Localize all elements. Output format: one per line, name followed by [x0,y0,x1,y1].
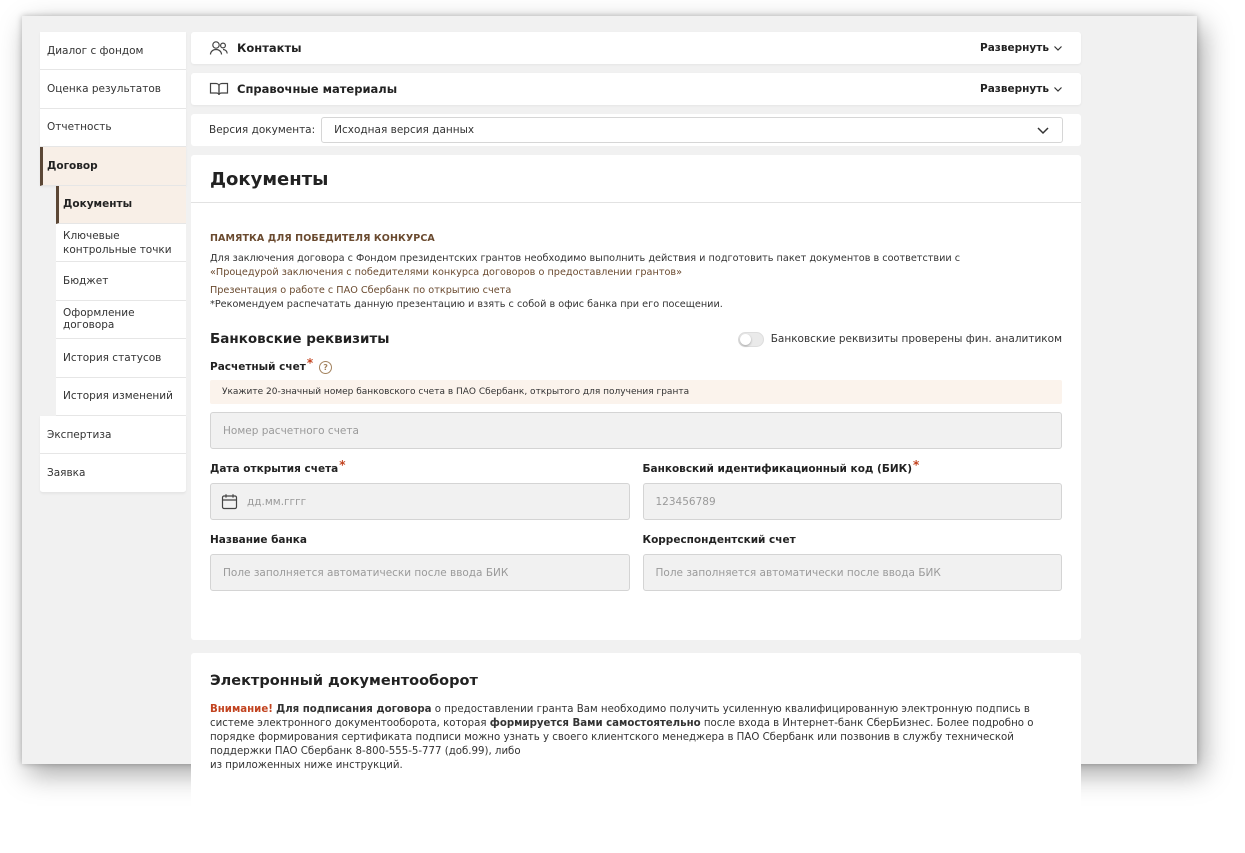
documents-body [191,203,1081,591]
sidebar-item-application[interactable] [40,454,186,492]
references-expand-button[interactable] [980,83,1063,95]
sidebar-item-reporting[interactable] [40,109,186,147]
app-window [22,16,1197,771]
chevron-down-icon [1053,44,1063,52]
sidebar-subitem-change-history[interactable] [56,378,186,416]
bank-name-label: Название банка [210,534,307,546]
edo-text [210,703,1062,773]
account-input[interactable] [210,412,1062,449]
sidebar-item-label: Отчетность [47,121,112,134]
sidebar-subitem-contract-setup[interactable] [56,301,186,339]
chevron-down-icon [1036,125,1050,135]
sidebar [40,32,186,493]
account-hint: Укажите 20-значный номер банковского счета в ПАО Сбербанк, открытого для получения гранта [210,380,1062,404]
bank-name-field [210,532,630,591]
contacts-accordion [191,32,1081,64]
edo-title: Электронный документооборот [210,673,478,689]
sidebar-item-label: Бюджет [63,275,109,288]
memo-title: ПАМЯТКА ДЛЯ ПОБЕДИТЕЛЯ КОНКУРСА [210,233,435,244]
chevron-down-icon [1053,85,1063,93]
edo-bold-1: Для подписания договора [276,704,432,715]
edo-text-1: о предоставлении гранта Вам необходимо получить усиленную квалифицированную электронную подпись в системе электронного документооборота, которая [210,704,1030,729]
bik-field [642,458,1063,520]
sidebar-subitem-checkpoints[interactable] [56,224,186,262]
sidebar-item-label: Документы [63,198,133,211]
sidebar-item-results[interactable] [40,70,186,108]
version-label: Версия документа: [209,124,316,136]
sidebar-item-expertise[interactable] [40,416,186,454]
memo-text: Для заключения договора с Фондом президентских грантов необходимо выполнить действия и подготовить пакет документов в соответствии с [210,253,961,264]
sidebar-item-label: Экспертиза [47,428,112,441]
account-placeholder: Номер расчетного счета [223,424,359,437]
account-field [210,356,1062,449]
bik-label: Банковский идентификационный код (БИК) [642,463,913,475]
account-label: Расчетный счет [210,361,306,373]
bank-corr-row [210,532,1062,591]
document-version-bar [191,114,1081,146]
sidebar-item-label: Заявка [47,466,86,479]
date-label-row [210,458,630,477]
bank-details-header [210,330,1062,348]
contacts-icon [209,40,231,56]
date-input[interactable] [210,483,630,520]
date-bik-row [210,458,1062,520]
verified-toggle[interactable] [738,332,764,347]
date-field [210,458,630,520]
version-select[interactable] [321,117,1063,143]
main-content [191,32,1081,853]
required-mark: * [306,356,314,370]
bik-placeholder: 123456789 [655,495,716,508]
sidebar-subitem-documents[interactable] [56,186,186,224]
sidebar-item-label: Диалог с фондом [47,44,144,57]
edo-warning: Внимание! [210,704,273,715]
expand-label: Развернуть [980,83,1049,95]
procedure-link[interactable]: «Процедурой заключения с победителями конкурса договоров о предоставлении грантов» [210,267,683,278]
edo-card [191,653,1081,853]
sidebar-item-label: Ключевые контрольные точки [63,229,172,256]
sidebar-item-label: Оформление договора [63,307,135,332]
documents-card [191,155,1081,640]
contacts-title: Контакты [237,41,302,55]
verified-toggle-label: Банковские реквизиты проверены фин. аналитиком [770,333,1062,345]
corr-account-placeholder: Поле заполняется автоматически после ввода БИК [655,566,941,579]
sidebar-item-label: Оценка результатов [47,83,161,96]
bik-input[interactable] [643,483,1063,520]
date-placeholder: дд.мм.гггг [247,495,307,508]
corr-account-field [643,532,1063,591]
bank-name-placeholder: Поле заполняется автоматически после ввода БИК [223,566,509,579]
recommendation-text: *Рекомендуем распечатать данную презентацию и взять с собой в офис банка при его посещении. [210,299,723,310]
bank-name-input[interactable] [210,554,630,591]
sidebar-item-dialog[interactable] [40,32,186,70]
sidebar-item-contract[interactable] [40,147,186,185]
sidebar-subitem-status-history[interactable] [56,339,186,377]
version-select-value: Исходная версия данных [334,124,475,136]
bank-details-title: Банковские реквизиты [210,331,390,347]
sidebar-item-label: Договор [47,159,98,172]
calendar-icon[interactable] [221,493,238,510]
contacts-expand-button[interactable] [980,42,1063,54]
required-mark: * [913,458,920,472]
sidebar-item-label: История статусов [63,351,162,364]
edo-bold-2: формируется Вами самостоятельно [489,718,701,729]
date-label: Дата открытия счета [210,463,339,475]
expand-label: Развернуть [980,42,1049,54]
help-icon[interactable]: ? [319,361,332,374]
verified-toggle-group [738,332,1062,347]
references-title: Справочные материалы [237,82,398,96]
documents-header [191,155,1081,203]
corr-account-input[interactable] [643,554,1063,591]
references-accordion [191,73,1081,105]
sidebar-subitem-budget[interactable] [56,262,186,300]
corr-account-label: Корреспондентский счет [642,534,796,546]
page-title: Документы [210,169,329,190]
edo-text-3: из приложенных ниже инструкций. [210,760,403,771]
sidebar-item-label: История изменений [63,390,173,403]
account-label-row [210,356,1062,374]
required-mark: * [339,458,346,472]
book-icon [209,81,231,97]
presentation-link[interactable]: Презентация о работе с ПАО Сбербанк по открытию счета [210,285,512,296]
edo-text-2: после входа в Интернет-банк СберБизнес. Более подробно о порядке формирования сертификата подписи можно узнать у своего клиентского менеджера в ПАО Сбербанк или позвонив в службу технической поддержки ПАО Сбербанк 8-800-555-5-777 (доб.99), либо [210,718,1034,757]
bik-label-row [642,458,1063,477]
